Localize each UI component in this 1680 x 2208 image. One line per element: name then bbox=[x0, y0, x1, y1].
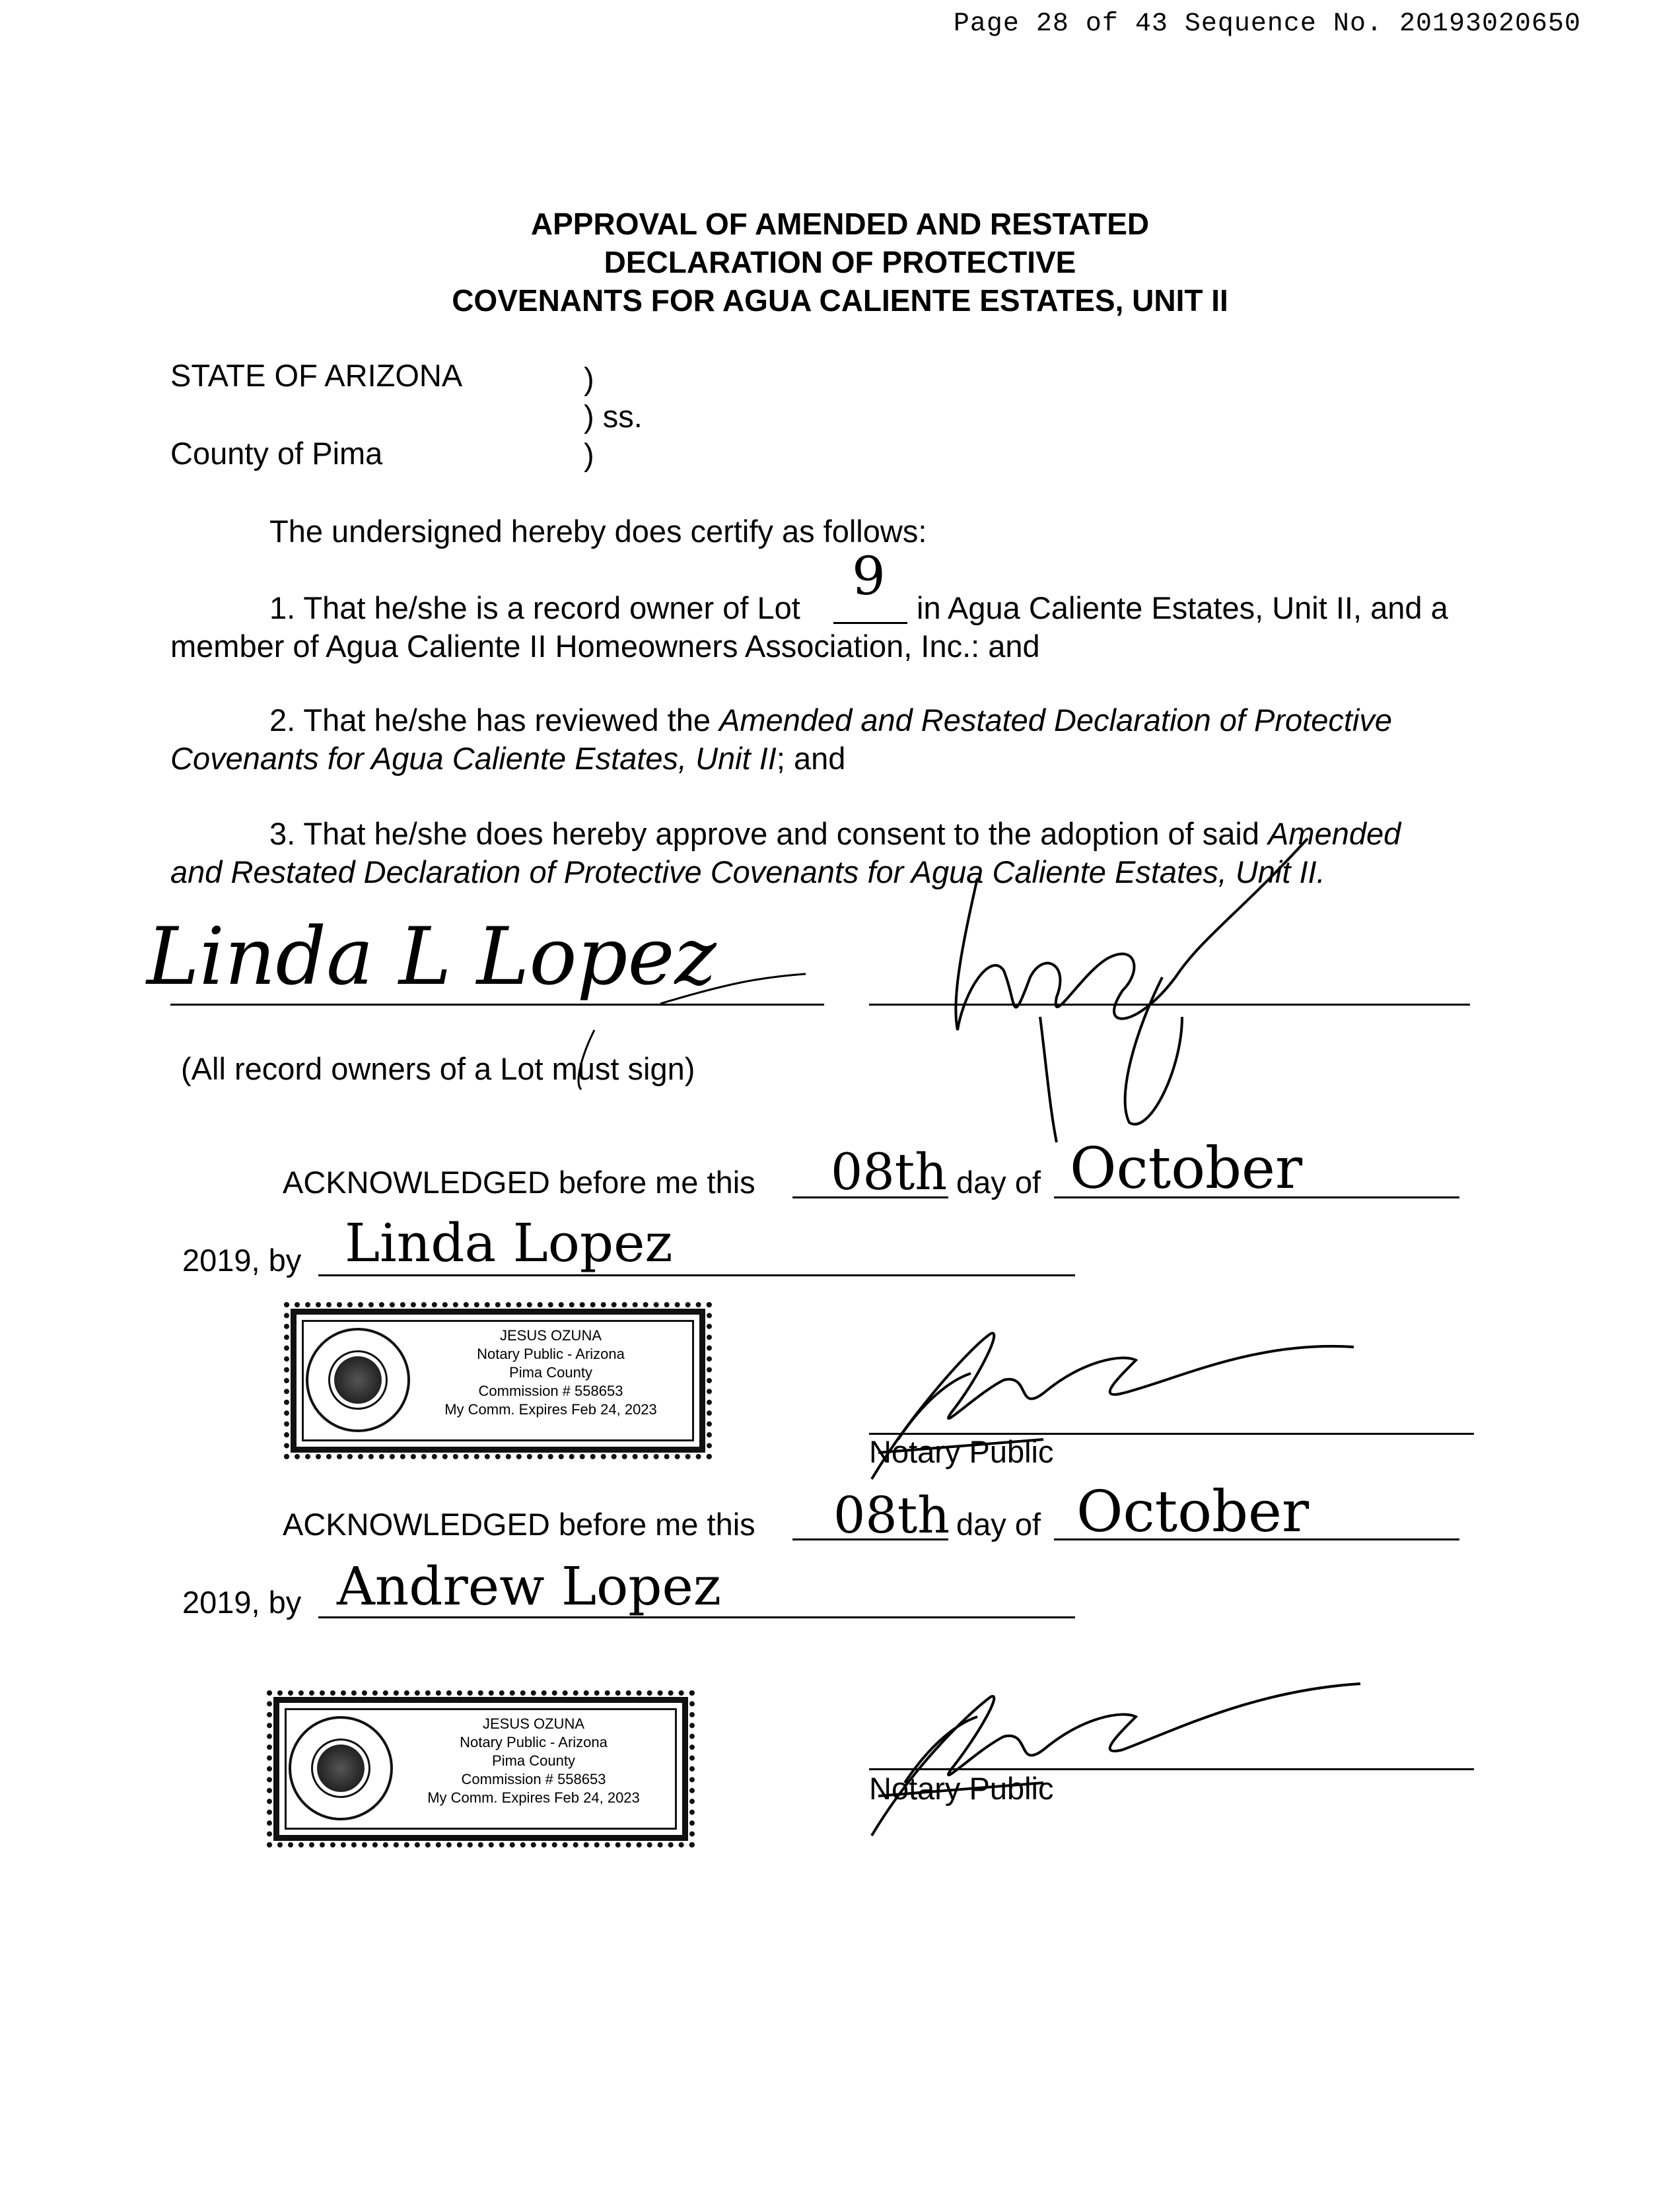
notary1-label: Notary Public bbox=[869, 1434, 1054, 1469]
stamp1-commission: Commission # 558653 bbox=[478, 1383, 623, 1399]
item2-text-a: 2. That he/she has reviewed the bbox=[269, 703, 711, 738]
stamp2-expires: My Comm. Expires Feb 24, 2023 bbox=[427, 1789, 640, 1806]
venue-state: STATE OF ARIZONA bbox=[170, 358, 463, 393]
item2-text-c: Covenants for Agua Caliente Estates, Unit II bbox=[170, 741, 777, 776]
notary-stamp-1 bbox=[291, 1309, 705, 1453]
owner1-signature: Linda L Lopez bbox=[147, 911, 717, 1003]
page-sequence-header: Page 28 of 43 Sequence No. 20193020650 bbox=[953, 9, 1581, 39]
title-line-2: DECLARATION OF PROTECTIVE bbox=[604, 245, 1076, 279]
owner2-signature-scrawl bbox=[956, 839, 1308, 1142]
stamp2-county: Pima County bbox=[492, 1752, 575, 1769]
venue-county: County of Pima bbox=[170, 436, 383, 471]
item1-text-c: member of Agua Caliente II Homeowners Association, Inc.: and bbox=[170, 629, 1040, 664]
ack2-name-handwritten: Andrew Lopez bbox=[337, 1556, 721, 1617]
item3-text-b: Amended bbox=[1268, 816, 1401, 851]
item3-text-c: and Restated Declaration of Protective Covenants for Agua Caliente Estates, Unit II. bbox=[170, 854, 1325, 889]
stamp1-county: Pima County bbox=[509, 1364, 592, 1381]
ack1-name-line bbox=[318, 1274, 1075, 1276]
ack1-name-handwritten: Linda Lopez bbox=[345, 1212, 673, 1274]
owner-sign-note: (All record owners of a Lot must sign) bbox=[181, 1051, 695, 1086]
ack2-day-handwritten: 08th bbox=[833, 1486, 950, 1544]
stamp2-name: JESUS OZUNA bbox=[482, 1715, 585, 1732]
intro-text: The undersigned hereby does certify as follows: bbox=[269, 514, 927, 549]
ack2-year-by: 2019, by bbox=[182, 1585, 302, 1620]
item2-text-d: ; and bbox=[776, 741, 846, 776]
title-line-1: APPROVAL OF AMENDED AND RESTATED bbox=[530, 207, 1150, 241]
item2-text-b: Amended and Restated Declaration of Protective bbox=[719, 703, 1393, 738]
state-seal-icon bbox=[306, 1328, 410, 1432]
ack1-month-handwritten: October bbox=[1070, 1136, 1303, 1202]
notary2-signature-scrawl bbox=[872, 1684, 1360, 1836]
stamp2-title: Notary Public - Arizona bbox=[460, 1734, 608, 1750]
ack1-year-by: 2019, by bbox=[182, 1243, 302, 1278]
stamp2-commission: Commission # 558653 bbox=[461, 1771, 606, 1787]
venue-paren-3: ) bbox=[584, 437, 594, 472]
ack2-month-handwritten: October bbox=[1076, 1479, 1310, 1545]
stamp1-text bbox=[415, 1327, 686, 1419]
item1-text-a: 1. That he/she is a record owner of Lot bbox=[269, 590, 800, 625]
stamp1-title: Notary Public - Arizona bbox=[477, 1346, 625, 1362]
notary-stamp-2 bbox=[273, 1697, 688, 1841]
ack1-day-handwritten: 08th bbox=[831, 1142, 948, 1201]
ack2-day-of: day of bbox=[956, 1507, 1041, 1542]
item3-text-a: 3. That he/she does hereby approve and consent to the adoption of said bbox=[269, 816, 1259, 851]
lot-number-handwritten: 9 bbox=[852, 545, 886, 607]
stamp1-name: JESUS OZUNA bbox=[499, 1327, 602, 1344]
venue-ss: ) ss. bbox=[584, 399, 643, 434]
stamp2-text bbox=[398, 1715, 669, 1807]
ack2-prefix: ACKNOWLEDGED before me this bbox=[283, 1507, 755, 1542]
title-line-3: COVENANTS FOR AGUA CALIENTE ESTATES, UNIT II bbox=[452, 283, 1228, 318]
ack1-day-of: day of bbox=[956, 1165, 1041, 1200]
notary2-label: Notary Public bbox=[869, 1771, 1054, 1806]
ack1-prefix: ACKNOWLEDGED before me this bbox=[283, 1165, 755, 1200]
item1-text-b: in Agua Caliente Estates, Unit II, and a bbox=[917, 590, 1448, 625]
state-seal-icon bbox=[289, 1716, 393, 1820]
stamp1-expires: My Comm. Expires Feb 24, 2023 bbox=[444, 1401, 657, 1418]
venue-paren-1: ) bbox=[584, 361, 594, 396]
